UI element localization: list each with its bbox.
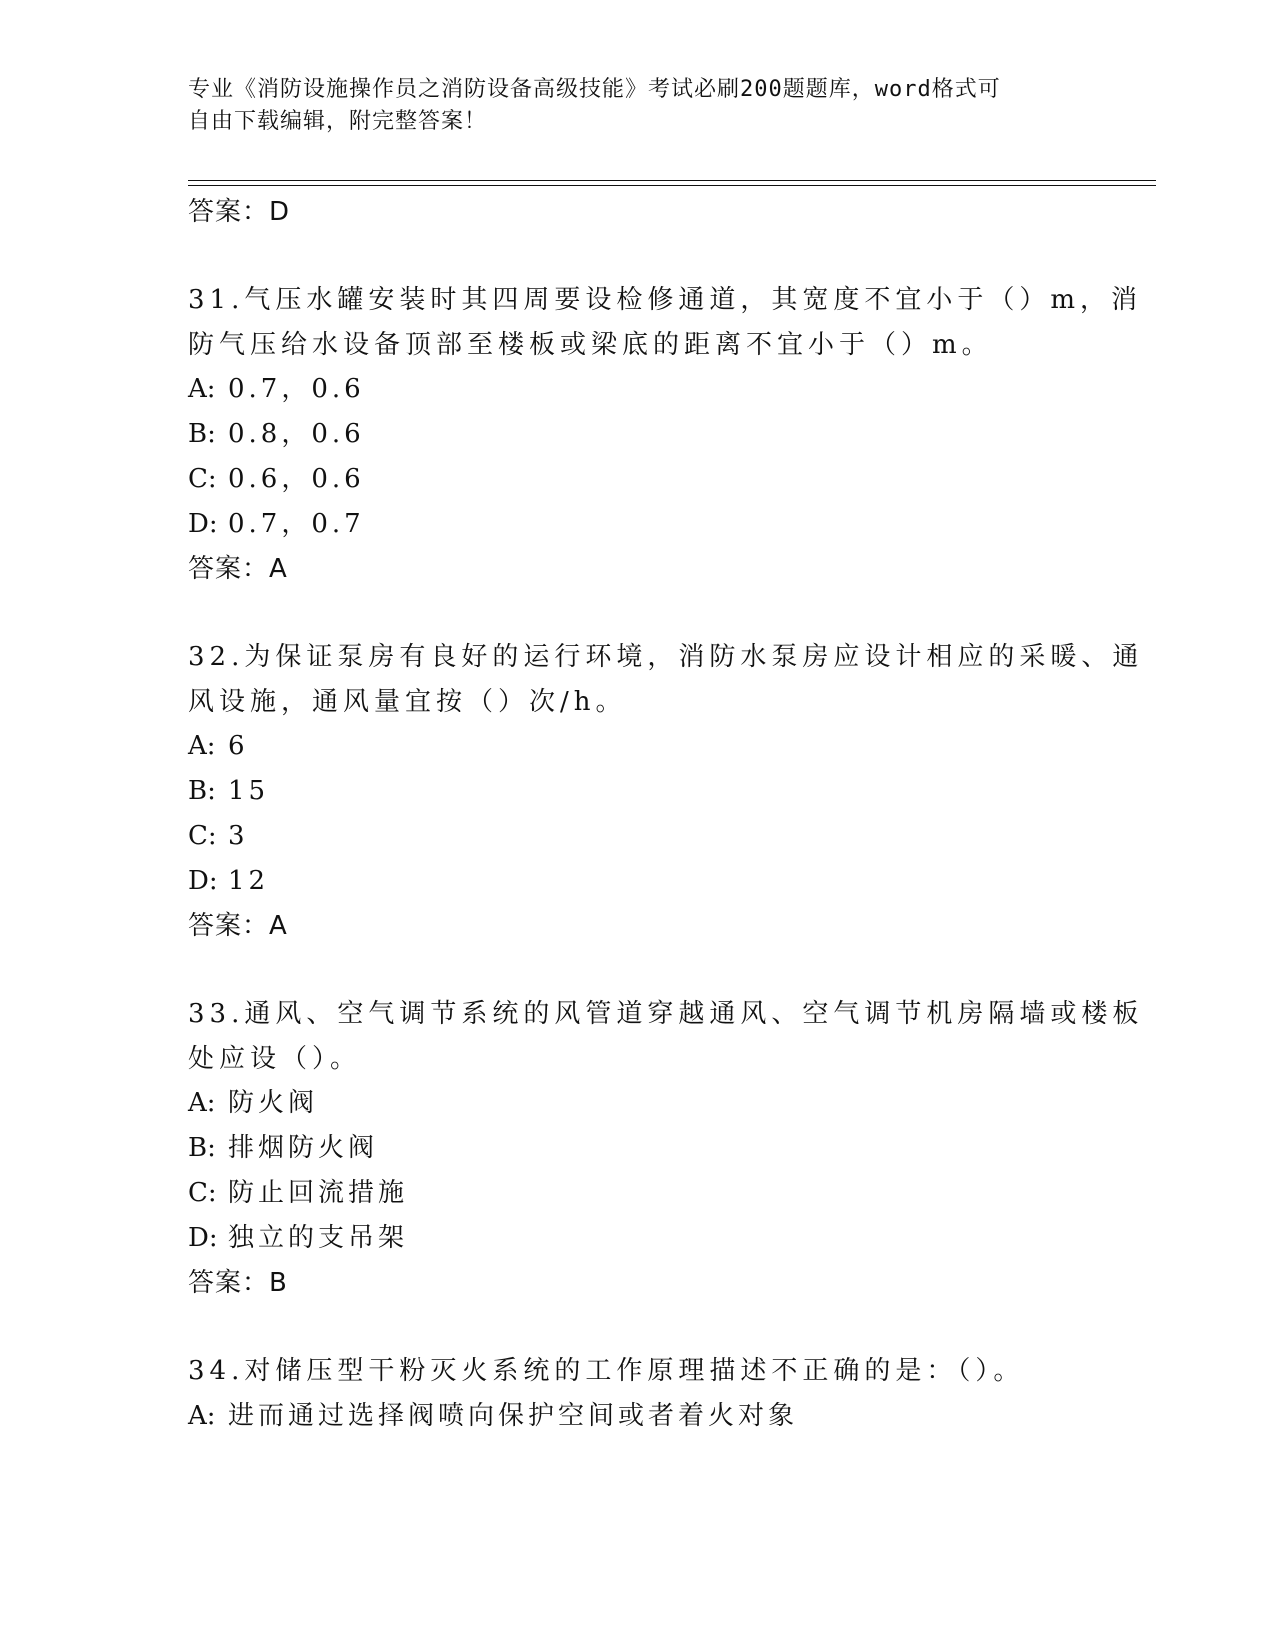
question-text <box>188 635 1144 724</box>
answer-line: 答案：B <box>188 1268 288 1298</box>
question-line: 处应设（）。 <box>188 1043 362 1074</box>
option-text: 3 <box>228 821 249 851</box>
option-key: D: <box>188 1223 218 1253</box>
option-key: B: <box>188 419 216 449</box>
option-key: B: <box>188 776 216 806</box>
option-text: 12 <box>228 866 270 896</box>
option-key: A: <box>188 374 216 404</box>
question-33 <box>188 992 1144 1305</box>
question-list <box>188 190 1144 1439</box>
answer-line: 答案：A <box>188 554 288 584</box>
option-b <box>188 412 1088 457</box>
option-c <box>188 1171 1088 1216</box>
option-b <box>188 1126 1088 1171</box>
question-line: 风设施，通风量宜按（）次/h。 <box>188 686 627 717</box>
option-d <box>188 1216 1088 1261</box>
answer-line: 答案：A <box>188 911 288 941</box>
option-text: 防火阀 <box>228 1088 319 1118</box>
option-text: 防止回流措施 <box>228 1178 409 1208</box>
option-a <box>188 1394 1088 1439</box>
question-text <box>188 1349 1068 1394</box>
option-key: D: <box>188 509 218 539</box>
option-key: C: <box>188 821 217 851</box>
option-text: 6 <box>228 731 249 761</box>
option-key: B: <box>188 1133 216 1163</box>
question-line: 34.对储压型干粉灭火系统的工作原理描述不正确的是：（）。 <box>188 1356 1025 1386</box>
question-line: 防气压给水设备顶部至楼板或梁底的距离不宜小于（）m。 <box>188 329 993 360</box>
option-text: 0.6，0.6 <box>228 464 365 494</box>
header-line-1: 专业《消防设施操作员之消防设备高级技能》考试必刷200题题库，word格式可 <box>188 77 1001 102</box>
option-key: D: <box>188 866 218 896</box>
question-text <box>188 278 1143 367</box>
document-header <box>188 74 1068 138</box>
question-32 <box>188 635 1144 948</box>
option-c <box>188 457 1088 502</box>
header-divider-bottom <box>188 185 1156 186</box>
option-c <box>188 814 1088 859</box>
option-d <box>188 502 1088 547</box>
option-a <box>188 724 1088 769</box>
question-34 <box>188 1349 1088 1439</box>
option-text: 15 <box>228 776 270 806</box>
option-a <box>188 367 1088 412</box>
option-text: 进而通过选择阀喷向保护空间或者着火对象 <box>228 1400 799 1431</box>
option-text: 0.7，0.7 <box>228 509 365 539</box>
option-text: 0.7，0.6 <box>228 374 365 404</box>
option-text: 独立的支吊架 <box>228 1223 409 1253</box>
question-line: 32.为保证泵房有良好的运行环境，消防水泵房应设计相应的采暖、通 <box>188 642 1144 672</box>
question-31 <box>188 278 1143 591</box>
option-text: 排烟防火阀 <box>228 1133 379 1163</box>
question-line: 31.气压水罐安装时其四周要设检修通道，其宽度不宜小于（）m，消 <box>188 285 1143 315</box>
previous-answer: 答案：D <box>188 197 291 227</box>
option-text: 0.8，0.6 <box>228 419 365 449</box>
option-a <box>188 1081 1088 1126</box>
option-key: A: <box>188 731 216 761</box>
header-divider-top <box>188 180 1156 181</box>
option-key: C: <box>188 464 217 494</box>
option-d <box>188 859 1088 904</box>
option-key: A: <box>188 1400 216 1431</box>
question-line: 33.通风、空气调节系统的风管道穿越通风、空气调节机房隔墙或楼板 <box>188 999 1144 1029</box>
option-b <box>188 769 1088 814</box>
option-key: A: <box>188 1088 216 1118</box>
header-line-2: 自由下载编辑，附完整答案！ <box>188 109 488 134</box>
option-key: C: <box>188 1178 217 1208</box>
question-text <box>188 992 1144 1081</box>
